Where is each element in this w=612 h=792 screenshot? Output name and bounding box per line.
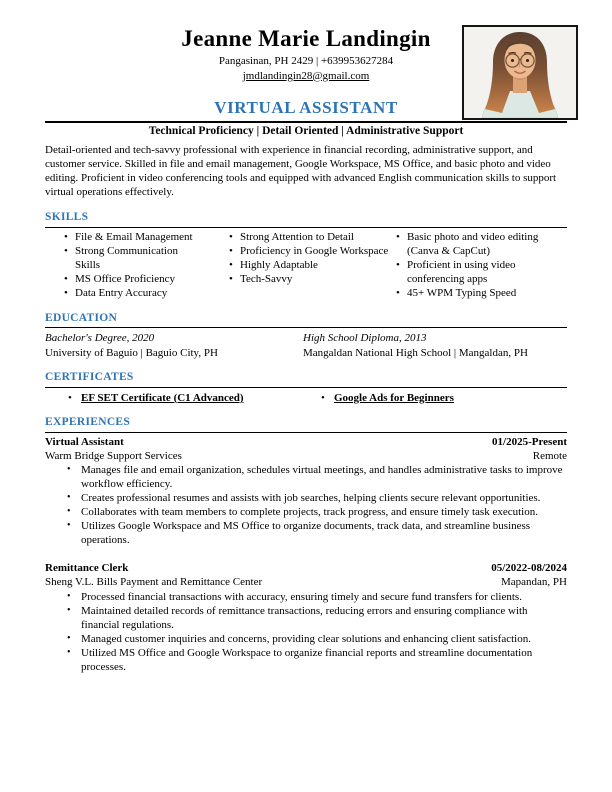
- skills-column-1: [63, 231, 228, 301]
- job-bullet: • Managed customer inquiries and concerns, providing clear solutions and enhancing client satisfaction.: [63, 633, 567, 647]
- certificate-item: • Google Ads for Beginners: [321, 391, 454, 404]
- job-location: Mapandan, PH: [501, 576, 567, 589]
- profile-photo: [462, 25, 578, 120]
- skill-item: • 45+ WPM Typing Speed: [395, 287, 567, 301]
- contact-line: Pangasinan, PH 2429 | +639953627284: [218, 55, 394, 68]
- job-dates: 05/2022-08/2024: [491, 562, 567, 575]
- job-bullets: [45, 591, 567, 675]
- job-bullet: • Maintained detailed records of remittance transactions, reducing errors and ensuring compliance with financial regulations.: [63, 605, 567, 633]
- education-degree: High School Diploma, 2013: [303, 332, 427, 345]
- skill-item: • Highly Adaptable: [228, 259, 392, 273]
- skill-item: • Tech-Savvy: [228, 273, 392, 287]
- job-title: Virtual Assistant: [45, 435, 124, 448]
- skills-section: [45, 211, 567, 301]
- job-company: Sheng V.L. Bills Payment and Remittance Center: [45, 576, 263, 589]
- education-entry: [303, 331, 567, 360]
- skill-item: • Strong Attention to Detail: [228, 231, 392, 245]
- skill-item: • File & Email Management: [63, 231, 203, 245]
- job-header: [45, 436, 567, 450]
- job-bullet: • Collaborates with team members to complete projects, track progress, and ensure timely task execution.: [63, 506, 567, 520]
- skills-heading: SKILLS: [45, 211, 89, 224]
- skills-column-3: [395, 231, 567, 301]
- profile-photo-illustration: [464, 27, 576, 118]
- experiences-heading: EXPERIENCES: [45, 416, 131, 429]
- skill-item: • Strong Communication Skills: [63, 245, 203, 273]
- job-company: Warm Bridge Support Services: [45, 449, 182, 462]
- job-bullet: • Processed financial transactions with accuracy, ensuring timely and secure fund transfers for clients.: [63, 591, 567, 605]
- certificate-link[interactable]: EF SET Certificate (C1 Advanced): [81, 391, 244, 404]
- job-location: Remote: [532, 449, 567, 462]
- job-header: [45, 562, 567, 576]
- certificates-divider: [45, 387, 567, 388]
- education-grid: [45, 331, 567, 360]
- job-dates: 01/2025-Present: [492, 435, 567, 448]
- applicant-name: Jeanne Marie Landingin: [181, 26, 431, 51]
- skill-item: • Data Entry Accuracy: [63, 287, 203, 301]
- education-divider: [45, 327, 567, 328]
- job-entry-1: [45, 436, 567, 548]
- email-link[interactable]: jmdlandingin28@gmail.com: [242, 69, 370, 82]
- education-section: [45, 312, 567, 360]
- summary-paragraph: Detail-oriented and tech-savvy professional with experience in financial recording, administrative support, and customer service. Skilled in file and email management, Google Workspace, MS Office, and basic photo and video editing. Proficient in video conferencing tools and equipped with advanced English communication skills to support virtual operations effectively.: [45, 144, 557, 199]
- job-subheader: [45, 576, 567, 590]
- job-bullet: • Utilized MS Office and Google Workspace to organize financial reports and streamline documentation processes.: [63, 647, 567, 675]
- certificates-section: [45, 371, 567, 405]
- job-subheader: [45, 450, 567, 464]
- education-school: Mangaldan National High School | Mangaldan, PH: [303, 346, 528, 359]
- skill-item: • Basic photo and video editing (Canva & CapCut): [395, 231, 567, 259]
- education-school: University of Baguio | Baguio City, PH: [45, 346, 218, 359]
- job-bullet: • Manages file and email organization, schedules virtual meetings, and handles administrative tasks to improve workflow efficiency.: [63, 464, 567, 492]
- certificate-item: • EF SET Certificate (C1 Advanced): [68, 391, 244, 404]
- skill-item: • MS Office Proficiency: [63, 273, 203, 287]
- skills-divider: [45, 227, 567, 228]
- job-title: Remittance Clerk: [45, 562, 129, 575]
- certificates-grid: [67, 391, 567, 405]
- tagline: Technical Proficiency | Detail Oriented | Administrative Support: [148, 125, 464, 138]
- job-entry-2: [45, 562, 567, 674]
- skill-item: • Proficiency in Google Workspace: [228, 245, 392, 259]
- education-entry: [45, 331, 303, 360]
- education-heading: EDUCATION: [45, 311, 118, 324]
- skills-column-2: [228, 231, 395, 301]
- experiences-section: [45, 416, 567, 674]
- job-bullet: • Creates professional resumes and assists with job searches, helping clients secure relevant opportunities.: [63, 492, 567, 506]
- experiences-divider: [45, 432, 567, 433]
- skill-item: • Proficient in using video conferencing apps: [395, 259, 567, 287]
- education-degree: Bachelor's Degree, 2020: [45, 332, 155, 345]
- skills-grid: [63, 231, 567, 301]
- job-bullets: [45, 464, 567, 548]
- certificate-link[interactable]: Google Ads for Beginners: [334, 391, 454, 404]
- certificates-heading: CERTIFICATES: [45, 371, 134, 384]
- job-bullet: • Utilizes Google Workspace and MS Office to organize documents, track data, and streamline business operations.: [63, 520, 567, 548]
- role-title: VIRTUAL ASSISTANT: [214, 97, 398, 117]
